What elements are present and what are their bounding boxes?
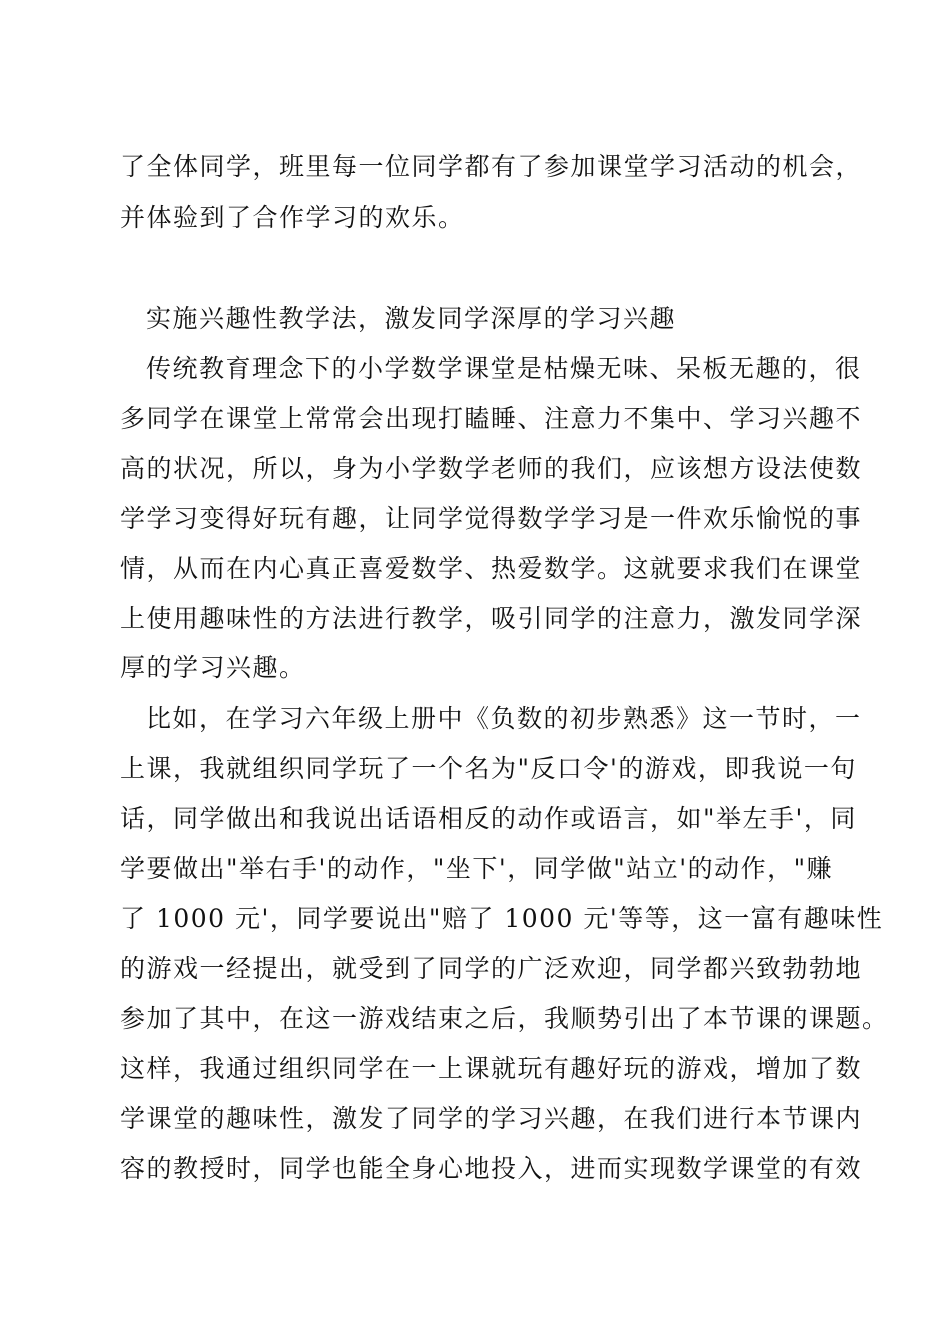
paragraph-line: 了 1000 元'，同学要说出"赔了 1000 元'等等，这一富有趣味性 bbox=[120, 904, 884, 933]
paragraph-line: 情，从而在内心真正喜爱数学、热爱数学。这就要求我们在课堂 bbox=[120, 554, 863, 583]
paragraph-line: 传统教育理念下的小学数学课堂是枯燥无味、呆板无趣的，很 bbox=[146, 354, 862, 383]
paragraph-line: 的游戏一经提出，就受到了同学的广泛欢迎，同学都兴致勃勃地 bbox=[120, 954, 863, 983]
paragraph-line: 了全体同学，班里每一位同学都有了参加课堂学习活动的机会， bbox=[120, 152, 863, 181]
paragraph-line: 上使用趣味性的方法进行教学，吸引同学的注意力，激发同学深 bbox=[120, 604, 863, 633]
paragraph-line: 容的教授时，同学也能全身心地投入，进而实现数学课堂的有效 bbox=[120, 1154, 863, 1183]
paragraph-line: 学学习变得好玩有趣，让同学觉得数学学习是一件欢乐愉悦的事 bbox=[120, 504, 863, 533]
paragraph-line: 并体验到了合作学习的欢乐。 bbox=[120, 203, 465, 232]
paragraph-line: 话，同学做出和我说出话语相反的动作或语言，如"举左手'，同 bbox=[120, 804, 857, 833]
section-heading: 实施兴趣性教学法，激发同学深厚的学习兴趣 bbox=[146, 304, 677, 333]
paragraph-line: 上课，我就组织同学玩了一个名为"反口令'的游戏，即我说一句 bbox=[120, 754, 857, 783]
paragraph-line: 厚的学习兴趣。 bbox=[120, 653, 306, 682]
paragraph-line: 多同学在课堂上常常会出现打瞌睡、注意力不集中、学习兴趣不 bbox=[120, 404, 863, 433]
paragraph-line: 高的状况，所以，身为小学数学老师的我们，应该想方设法使数 bbox=[120, 454, 863, 483]
paragraph-line: 参加了其中，在这一游戏结束之后，我顺势引出了本节课的课题。 bbox=[120, 1004, 889, 1033]
paragraph-line: 学课堂的趣味性，激发了同学的学习兴趣，在我们进行本节课内 bbox=[120, 1104, 863, 1133]
paragraph-line: 这样，我通过组织同学在一上课就玩有趣好玩的游戏，增加了数 bbox=[120, 1054, 863, 1083]
paragraph-line: 比如，在学习六年级上册中《负数的初步熟悉》这一节时，一 bbox=[146, 704, 862, 733]
paragraph-line: 学要做出"举右手'的动作，"坐下'，同学做"站立'的动作，"赚 bbox=[120, 854, 834, 883]
